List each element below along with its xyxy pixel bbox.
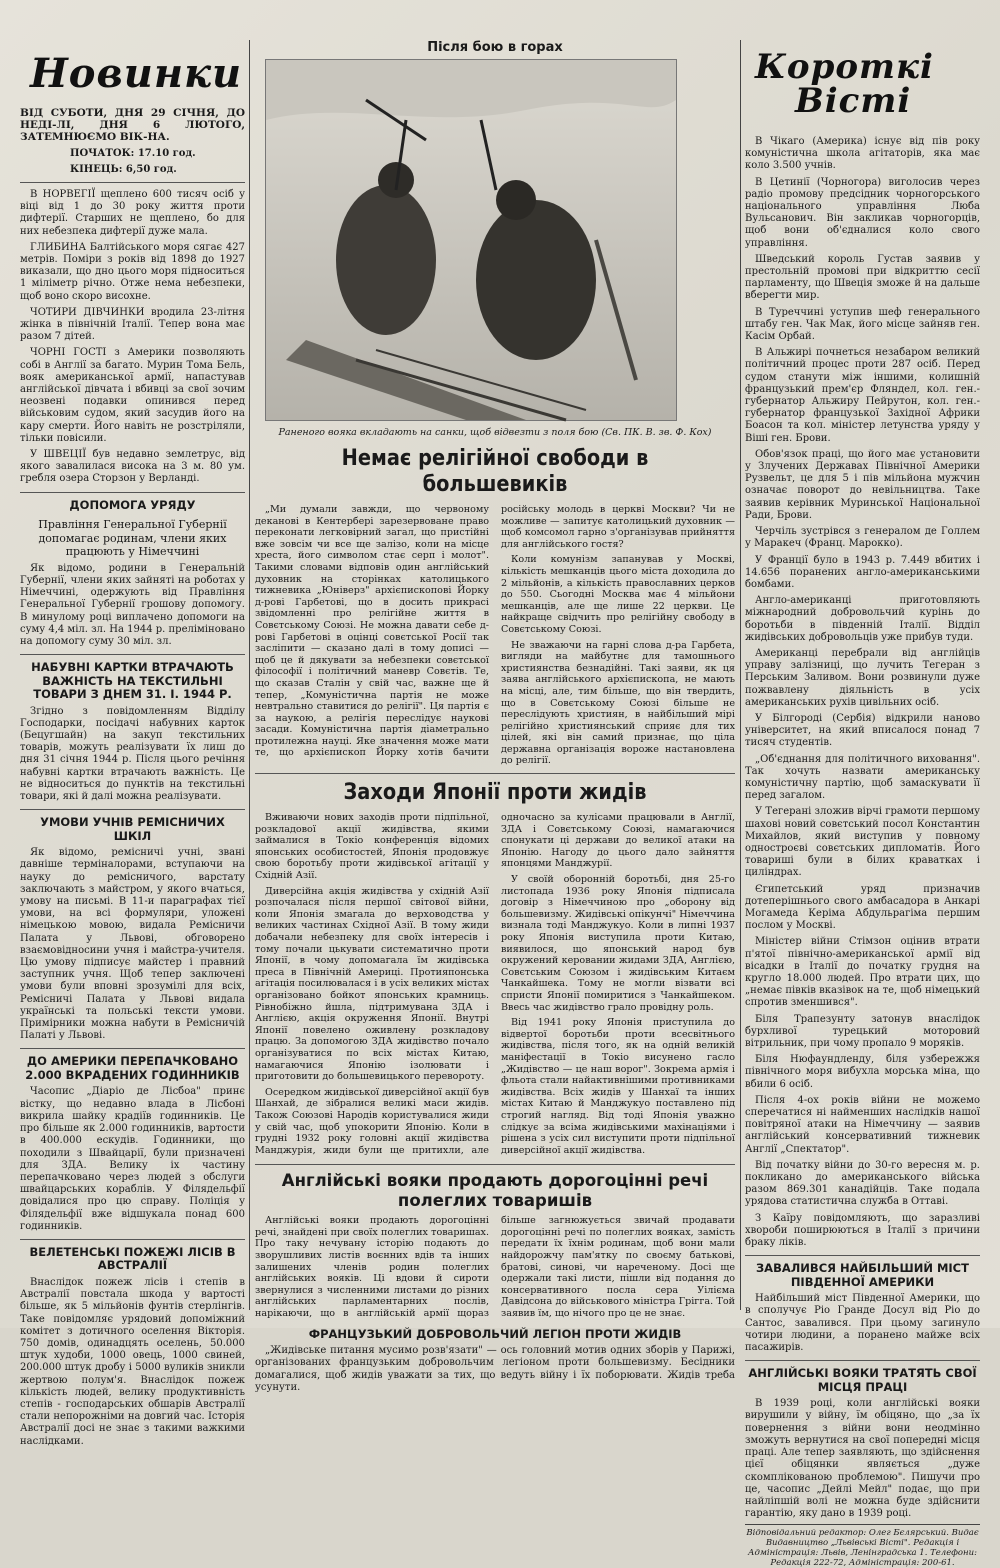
article-paragraph: Не зважаючи на гарні слова д-ра Гарбета, вигляди на майбутнє для тамошнього християнства безнадійні. Такі заяви, як ця заява англійського архієпископа, не мають на місці, але, тим більше, що він твердить, що в Совєтському Союзі більше не переслідують християн, в найбільший мірі релігійно християнський сприяє для тих цілей, які він самий признає, що ціла державна організація вороже настановлена до релігії.: [501, 639, 735, 767]
news-item: ЧОТИРИ ДІВЧИНКИ вродила 23-літня жінка в північній Італії. Тепер вона має разом 7 дітей.: [20, 306, 245, 343]
article-body: В 1939 році, коли англійські вояки вирушили у війну, їм обіцяно, що „за їх повернення з війни вони неодмінно зможуть вернутися на свої попередні місця праці. Але тепер заявляють, що здійснення цієї обіцянки являється „дуже скомплікованою проблемою". Пишучи про це, часопис „Дейлі Мейл" подає, що при найліпшій волі не можна буде здійснити гарантію, яку дано в 1939 році.: [745, 1398, 980, 1520]
article-paragraph: Осередком жидівської диверсійної акції був Шанхай, де зібралися великі маси жидів. Також Союзові Народів користувалися жиди у свій час, щоб упокорити Японію. Коли в грудні 1932 року головні акції жидівства Манджурія, жиди були ще притихли, але одночасно за кулісами працювали в Англії, ЗДА і Совєтському Союзі, намагаючися спонукати ці держави до великої атаки на Японію. Нагоду до цього дало зайняття японцями Манджурії.: [255, 812, 735, 1156]
news-item: Біля Нюфаундленду, біля узбережжя північного моря вибухла морська міна, що вбили 6 осіб.: [745, 1054, 980, 1090]
article-paragraph: У своїй оборонній боротьбі, дня 25-го листопада 1936 року Японія підписала договір з Німеччиною про „оборону від большевизму. Жидівські опікунчі" Німеччина визнала тоді Манджукуо. Коли в липні 1937 року Японія виступила проти Китаю, виявилося, що японський народ був окружений керовании жидами ЗДА, Англією, Совєтським Союзом і жидівським Китаєм Чанкайшека. Тому не могли візвати всі спристи Японії помиритися з Чанкайшеком. Ввесь час жидівство грало провідну роль.: [501, 874, 735, 1013]
article-religion: [255, 504, 735, 767]
section-masthead-korotki-visti: [755, 47, 980, 121]
article-title: ЗАВАЛИВСЯ НАЙБІЛЬШИЙ МІСТ ПІВДЕННОЇ АМЕРИКИ: [756, 1261, 969, 1289]
news-item: У Білгороді (Сербія) відкрили наново університет, на який вписалося понад 7 тисяч студентів.: [745, 712, 980, 749]
article-body: Часопис „Діаріо де Лісбоа" принє вістку, що недавно влада в Лісбоні викрила шайку крадіїв годинників. Це про більше як 2.000 годинників, вартости в 400.000 ескудів. Годинники, що походили з Швайцарії, були призначені для ЗДА. Велику іх частину перепачковано через людей з обслуги швайцарських кораблів. У Філядельфії довідалися про цю справу. Поліція у Філядельфії вже відшукала понад 600 годинників.: [20, 1086, 245, 1232]
divider: [20, 182, 245, 183]
divider: [745, 1255, 980, 1256]
article-body: Згідно з повідомленням Відділу Господарки, посідачі набувних карток (Бецугшайн) на закуп текстильних товарів, можуть реалізувати їх лиш до дня 31 січня 1944 р. Після цього речіння набувні картки втрачають важність. Це не відноситься до пунктів на текстильні товари, які й далі можна реалізувати.: [20, 705, 245, 803]
article-body: Як відомо, ремісничі учні, звані давніше терміналорами, вступаючи на науку до ремісничого, варстату заключають з майстром, у якого вчаться, умову на письмі. В 11-и параграфах тієї умови, на всі формуляри, уложені німецькою мовою, видала Ремісничи Палата у Львові, обговорено взаємовідносини учня і майстра-учителя. Цю умову підписує майстер і правний заступник учня. Щоб тепер заключені умови були вповні зрозумілі для всіх, Ремісничі Палата у Львові видала українські та польські тексти умови. Примірники можна набути в Ремісничій Палаті у Львові.: [20, 847, 245, 1042]
battle-photo: [265, 59, 677, 421]
article-title: ДОПОМОГА УРЯДУ: [69, 497, 196, 512]
divider: [255, 1164, 735, 1165]
article-title: ДО АМЕРИКИ ПЕРЕПАЧКОВАНО 2.000 ВКРАДЕНИХ ГОДИННИКІВ: [25, 1054, 240, 1082]
news-item: Єгипетський уряд призначив дотеперішнього свого амбасадора в Анкарі Могамеда Керіма Абдульрагіма першим послом у Москві.: [745, 883, 980, 932]
news-item: В Чікаго (Америка) існує від пів року комуністична школа агітаторів, яка має коло 3.500 учнів.: [745, 136, 980, 172]
masthead-word: Короткі: [755, 47, 934, 87]
blackout-start: ПОЧАТОК: 17.10 год.: [70, 147, 196, 159]
article-valuables: [255, 1215, 735, 1321]
article-paragraph: Вживаючи нових заходів проти підпільної, розкладової акції жидівства, якими займалися в Токіо конференція відомих японських особистостей, Японія продовжує свою боротьбу проти жидівської агітації у Східній Азії.: [255, 812, 489, 882]
section-masthead-novynky: Новинки: [30, 50, 243, 97]
blackout-end: КІНЕЦЬ: 6,50 год.: [70, 163, 177, 175]
article-title: НАБУВНІ КАРТКИ ВТРАЧАЮТЬ ВАЖНІСТЬ НА ТЕКСТИЛЬНІ ТОВАРИ З ДНЕМ 31. І. 1944 Р.: [31, 660, 234, 702]
column-divider: [740, 40, 741, 1310]
article-title: АНГЛІЙСЬКІ ВОЯКИ ТРАТЯТЬ СВОЇ МІСЦЯ ПРАЦІ: [748, 1366, 977, 1394]
article-title: ВЕЛЕТЕНСЬКІ ПОЖЕЖІ ЛІСІВ В АВСТРАЛІЇ: [29, 1244, 236, 1273]
news-item: „Об'єднання для політичного виховання". Так хочуть назвати американську комуністичну партію, щоб замаскувати її перед загалом.: [745, 753, 980, 802]
headline-religion: Немає релігійної свободи в большевиків: [341, 446, 649, 497]
right-column: [745, 40, 981, 1568]
news-item: Американці перебрали від англійців управу залізниці, що лучить Тегеран з Перським Заливом. Вони розвинули дуже пожвавлену діяльність в усіх американських рухів цивільних осіб.: [745, 647, 980, 708]
news-item: У Франції було в 1943 р. 7.449 вбитих і 14.656 поранених англо-американськими бомбами.: [745, 554, 980, 590]
article-body: Найбільший міст Південної Америки, що в сполучує Ріо Гранде Досул від Ріо до Сантос, завалився. При цьому загинуло чотири людини, а поранено майже всіх пасажирів.: [745, 1293, 980, 1354]
center-column: [255, 40, 735, 1393]
divider: [20, 654, 245, 655]
photo-caption: Раненого вояка вкладають на санки, щоб відвезти з поля бою (Св. ПК. В. зв. Ф. Кох): [278, 427, 712, 438]
headline-japan: Заходи Японії проти жидів: [343, 780, 647, 806]
news-item: ЧОРНІ ГОСТІ з Америки позволяють собі в Англії за багато. Мурин Тома Бель, вояк американської армії, напастував англійської дівчата і вбивці за свої зочим неозвені подавки опинився перед військовим судом, який засудив його на кару смерти. Його навіть не розстріляли, тільки повісили.: [20, 347, 245, 444]
headline-valuables: Англійські вояки продають дорогоцінні речі полеглих товаришів: [281, 1171, 709, 1211]
news-item: У ШВЕЦІЇ був недавно землетрус, від якого завалилася висока на 3 м. 80 ум. гребля озера Сторзон у Верланді.: [20, 449, 245, 485]
article-paragraph: Від 1941 року Японія приступила до відвертої боротьби проти всесвітнього жидівства, після того, як на одній великій маніфестації в Токіо висунено гасло „Жидівство — це наш ворог". Зокрема армія і фльота стали найактивнішими противниками жидівства. Всіх жидів у Шанхаї та інших містах Китаю й Манджукуо поставлено під строгий нагляд. Від тоді Японія уважно слідкує за всіма жидівськими махінаціями і рішена з усіх сил виступити проти підпільної диверсійної акції жидівства.: [501, 1017, 735, 1156]
news-item: Від початку війни до 30-го вересня м. р. покликано до американського війська разом 869.301 канадійців. Таке подала урядова статистична служба в Оттаві.: [745, 1159, 980, 1208]
impressum: Відповідальний редактор: Олег Бєлярський. Видає Видавництво „Львівські Вісті". Редакція і Адміністрація: Львів, Ленінградська 1. Телефони: Редакція 222-72, Адміністрація: 200-61.: [745, 1524, 980, 1568]
article-body: Внаслідок пожеж лісів і степів в Австралії повстала шкода у вартості більше, як 5 мільйонів фунтів стерлінгів. Таке повідомляє урядовий допоміжний комітет з дотичного оселення Вікторія. 750 домів, одинадцять оселень, 50.000 штук худоби, 1000 овець, 1000 свиней, 200.000 штук дробу і 5000 вуликів зникли жертвою полум'я. Внаслідок пожеж кількість людей, велику продуктивність степів - господарських обшарів Австралії стали непорожніми на довгий час. Історія Австралії досі не знає з такими важкими наслідками.: [20, 1276, 245, 1447]
article-paragraph: Коли комунізм запанував у Москві, кількість мешканців цього міста доходила до 2 мільйонів, а кількість православних церков до 550. Сьогодні Москва має 4 мільйони мешканців, але ще лише 22 церкви. Це найкраще свідчить про релігійну свободу в Совєтському Союзі.: [501, 554, 735, 635]
article-japan: [255, 812, 735, 1158]
article-title: УМОВИ УЧНІВ РЕМІСНИЧИХ ШКІЛ: [40, 815, 225, 843]
divider: [20, 809, 245, 810]
divider: [255, 773, 735, 774]
news-item: Міністер війни Стімзон оцінив втрати п'ятої північно-американської армії від вісадки в Італії до початку грудня на круглo 18.000 людей. Про втрати цих, що „немає півків вказівок на те, щоб німецький спротив зменшився".: [745, 936, 980, 1009]
news-item: В Цетинії (Чорногора) виголосив через радіо промову предсідник чорногорського національного управління Люба Вульсанович. Він закликав чорногорців, щоб вони об'єдналися коло свого управління.: [745, 176, 980, 249]
news-item: Черчіль зустрівся з генералом де Голлем у Маракеч (Франц. Марокко).: [745, 526, 980, 550]
divider: [20, 492, 245, 493]
article-paragraph: „Ми думали завжди, що червоному деканові в Кентербері зарезервоване право переконати легковірний загал, що пристійні вже зовсім чи все ще залізо, коли на місце хреста, його символом стає серп і молот". Такими словами відповів один англійський духовник на сторінках католицького тижневика „Юніверз" архієпископові Йорку д-рові Гарбетові, що в досить прикрасі звідомленні про релігійне життя в Совєтському Союзі. Не можна давати себе д-рові Гарбетові в оцінці совєтської Росії так засліпити — сказано далі в тому дописі — щоб це й дякувати за небезпеки совєтської філософії і політичний маневр Совєтів. Те, що сказав Сталін у свій час, важне ще й тепер, „Комуністична партія не може невтрально ставитися до релігії". Ця партія є за наукою, а релігія переслідує наукові засади. Комуністична партія діаметрально протилежна науці. Яке значення може мати те, що архієпископ Йорку хотів бачити російську молодь в церкві Москви? Чи не можливе — запитує католицький духовник — щоб комсомол гарно з'організував прийняття для англійського гостя?: [255, 504, 735, 759]
news-item: Англо-американці приготовляють міжнародний добровольчий курінь до боротьби в південній Італії. Відділ жидівських добровольців уже прибув туди.: [745, 595, 980, 643]
news-item: В Альжирі почнеться незабаром великий політичний процес проти 287 осіб. Перед судом станути між іншими, колишній французький прем'єр Фляндел, кол. ген.-губернатор Альжиру Пейрутон, кол. ген.-губернатор французької Західної Африки Боасон та кол. міністер летунства уряду у Віші ген. Брови.: [745, 347, 980, 444]
news-item: Шведський король Густав заявив у престольній промові при відкриттю сесії парламенту, що Швеція зможе й на дальше вберегти мир.: [745, 253, 980, 302]
article-paragraph: Англійські вояки продають дорогоцінні речі, знайдені при своїх полеглих товаришах. Про таку нечувану історію подають до зворушливих листів воєнних вдів та інших залишених членів родин полеглих англійських вояків. Ці вдови й сироти звернулися з численними листами до різних англійських парламентарних послів, нарікаючи, що в англійській армії щораз більше загнюжується звичай продавати дорогоцінні речі по полеглих вояках, замість передати їх їхнім родинам, щоб вони мали найдорожчу пам'ятку по своєму батькові, братові, синові, чи нареченому. Досі ще одержали такі листи, пішли від подання до консервативного посла сера Уілієма Давідсона до військового міністра Грігга. Той заявив їм, що нічого про це не знає.: [255, 1215, 735, 1320]
article-paragraph: „Жидівське питання мусимо розв'язати" — ось головний мотив одних зборів у Парижі, організованих французьким добровольчим легіоном проти большевизму. Бесідники домагалися, щоб жидів уважати за тих, що ведуть війну і їх поборювати. Жидів треба усунути.: [255, 1345, 735, 1393]
article-body: Як відомо, родини в Генеральній Губернії, члени яких зайняті на роботах у Німеччині, одержують від Правління Генеральної Губернії грошову допомогу. В минулому році виплачено допомоги на суму 4,4 міл. зл. На 1944 р. преліміновано на допомогу суму 30 міл. зл.: [20, 562, 245, 647]
photo-title: Після бою в горах: [427, 40, 563, 55]
news-item: ГЛИБИНА Балтійського моря сягає 427 метрів. Поміри з років від 1898 до 1927 виказали, що дно цього моря підноситься 1 міліметр річно. Отже нема небезпеки, щоб воно скоро висохне.: [20, 241, 245, 302]
divider: [20, 1239, 245, 1240]
news-item: Обов'язок праці, що його має установити у Злучених Державах Північної Америки Рузвельт, це для 5 і пів мільйона мужчин означає поворот до невільництва. Таке заявив керівник Муринської Національної Ради, Брови.: [745, 448, 980, 521]
article-title: ФРАНЦУЗЬКИЙ ДОБРОВОЛЬЧИЙ ЛЕГІОН ПРОТИ ЖИДІВ: [308, 1326, 682, 1341]
news-item: Після 4-ох років війни не можемо сперечатися ні найменших наслідків нашої повітряної атаки на Німеччину — заявив англійський консервативний тижневик Англії „Спектатор".: [745, 1094, 980, 1155]
masthead-word: Вісті: [795, 81, 912, 121]
news-item: В Туреччині уступив шеф генерального штабу ген. Чак Мак, його місце зайняв ген. Касім Орбай.: [745, 306, 980, 343]
news-item: З Каїру повідомляють, що заразливі хвороби поширюються в Італії з причини браку ліків.: [745, 1212, 980, 1249]
sub-block: [255, 1322, 735, 1398]
article-paragraph: Диверсійна акція жидівства у східній Азії розпочалася після першої світової війни, коли Японія змагала до верховодства у великих частинах Східної Азії. В тому жиди добачали небезпеку для своїх інтересів і тому почали цькувати систематично проти Японії, в чому допомагала їм жидівська преса в Північній Америці. Протияпонська агітація посилювалася і в усіх великих містах організовано бойкот японських крамниць. Рівнобіжно йшла, підтримувана ЗДА і Англією, акція окруження Японії. Внутрі Японії повелено оживлену розкладову працю. За допомогою ЗДА жидівство почало організуватися по всіх містах Китаю, намагаючися Японію ізолювати і приготовити до большевицького перевороту.: [255, 885, 489, 1083]
photo-image-icon: [266, 60, 676, 420]
divider: [20, 1048, 245, 1049]
blackout-notice: ВІД СУБОТИ, ДНЯ 29 СІЧНЯ, ДО НЕДІ-ЛІ, ДНЯ 6 ЛЮТОГО, ЗАТЕМНЮЄМО ВІК-НА.: [20, 107, 245, 144]
article-subtitle: Правління Генеральної Губернії допомагає родинам, члени яких працюють у Німеччині: [38, 518, 227, 559]
column-divider: [249, 40, 250, 1310]
news-item: У Тегерані зложив вірчі грамоти першому шахові новий совєтський посол Константин Михайлов, який виступив у повному одностроєві совєтських дипломатів. Його товариші були в білих краватках і циліндрах.: [745, 806, 981, 879]
divider: [745, 1360, 980, 1361]
news-item: В НОРВЕГІЇ щеплено 600 тисяч осіб у віці від 1 до 30 року життя проти дифтерії. Старших не щеплено, бо для них небезпека дифтерії дуже мала.: [20, 189, 245, 237]
news-item: Біля Трапезунту затонув внаслідок бурхливої турецький моторовий вітрильник, при чому пропало 9 моряків.: [745, 1013, 980, 1050]
left-column: [20, 40, 245, 1447]
